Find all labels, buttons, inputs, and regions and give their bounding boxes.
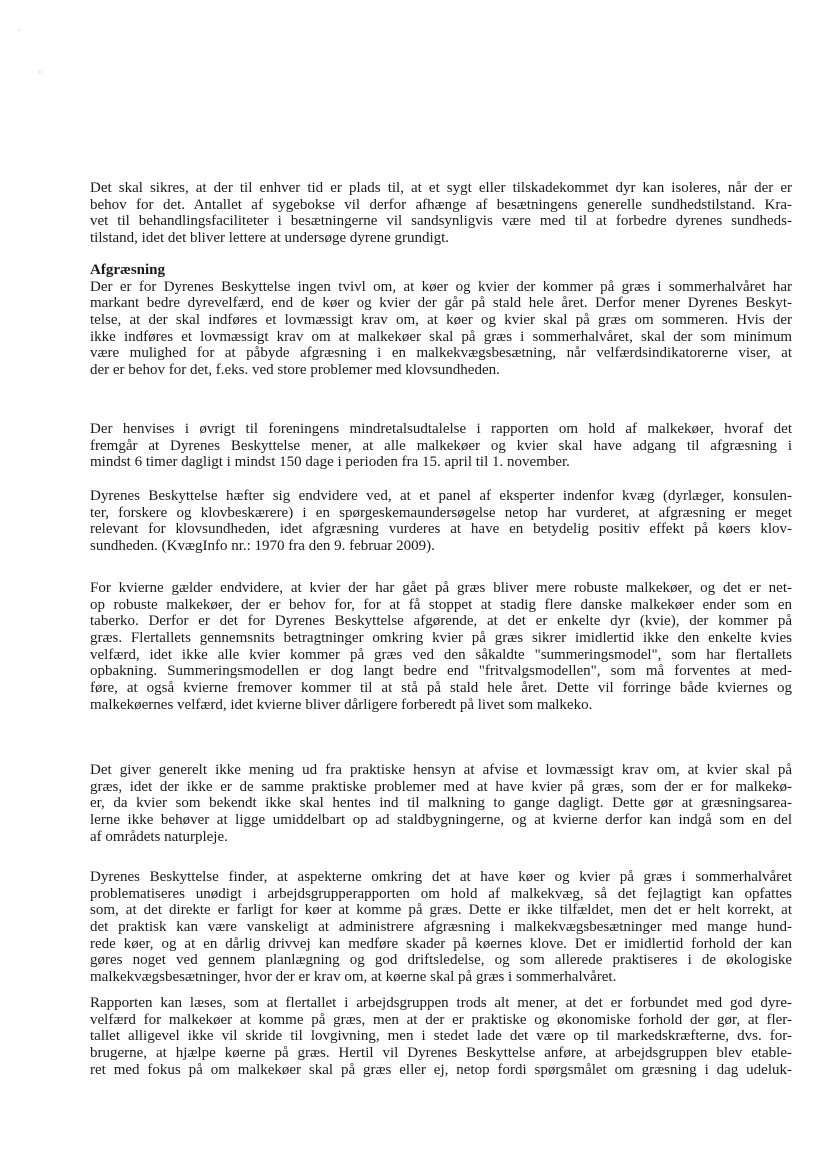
- text-line: fremgår at Dyrenes Beskyttelse mener, at alle malkekøer og kvier skal have adgang til afgræsning i: [90, 437, 792, 454]
- text-line: ter, forskere og klovbeskærere) i en spørgeskemaundersøgelse netop har vurderet, at afgræsning er meget: [90, 504, 792, 521]
- text-line: græs, idet der ikke er de samme praktiske problemer med at have kvier på græs, som der er for malkekø-: [90, 778, 792, 795]
- section-heading: Afgræsning: [90, 262, 166, 278]
- text-line: Der er for Dyrenes Beskyttelse ingen tvivl om, at køer og kvier der kommer på græs i sommerhalvåret har: [90, 278, 792, 295]
- text-line: velfærd for malkekøer at komme på græs, men at der er praktiske og økonomiske forhold der gør, at fler-: [90, 1011, 792, 1028]
- text-line: rede køer, og at en dårlig drivvej kan medføre skader på køernes klove. Det er imidlertid forhold der kan: [90, 935, 792, 952]
- text-line: er, da kvier som bekendt ikke skal hentes ind til malkning to gange dagligt. Dette gør at græsningsarea-: [90, 795, 792, 812]
- text-line: mindst 6 timer dagligt i mindst 150 dage i perioden fra 15. april til 1. november.: [90, 454, 570, 471]
- paragraph: [90, 995, 792, 1078]
- text-line: behov for det. Antallet af sygebokse vil derfor afhænge af besætningens generelle sundhedstilstand. Kra-: [90, 196, 792, 213]
- text-line: græs. Flertallets gennemsnits betragtninger omkring kvier på græs sikrer imidlertid ikke den enkelte kvies: [90, 630, 792, 647]
- paragraph: [90, 488, 792, 555]
- paragraph: [90, 762, 792, 845]
- text-line: Det skal sikres, at der til enhver tid er plads til, at et sygt eller tilskadekommet dyr kan isoleres, når der er: [90, 180, 792, 196]
- text-line: relevant for klovsundheden, idet afgræsning vurderes at have en betydelig positiv effekt på køers klov-: [90, 521, 792, 538]
- text-line: problematiseres unødigt i arbejdsgrupperapporten om hold af malkekvæg, så det fejlagtigt kan opfattes: [90, 885, 792, 902]
- text-line: sundheden. (KvægInfo nr.: 1970 fra den 9. februar 2009).: [90, 538, 435, 555]
- text-line: af områdets naturpleje.: [90, 828, 228, 845]
- text-line: Det giver generelt ikke mening ud fra praktiske hensyn at afvise et lovmæssigt krav om, at kvier skal på: [90, 762, 792, 778]
- text-line: være mulighed for at påbyde afgræsning i en malkekvægsbesætning, når velfærdsindikatorerne viser, at: [90, 345, 792, 362]
- text-line: malkekøernes velfærd, idet kvierne bliver dårligere forberedt på livet som malkeko.: [90, 696, 593, 713]
- text-line: det praktisk kan være vanskeligt at administrere afgræsning i malkekvægsbesætninger med mange hund-: [90, 919, 792, 936]
- text-line: malkekvægsbesætninger, hvor der er krav om, at køerne skal på græs i sommerhalvåret.: [90, 969, 617, 986]
- text-line: vet til behandlingsfaciliteter i besætningerne vil sandsynligvis være med til at forbedre dyrenes sundheds-: [90, 213, 792, 230]
- paragraph: [90, 869, 792, 986]
- text-line: Dyrenes Beskyttelse hæfter sig endvidere ved, at et panel af eksperter indenfor kvæg (dyrlæger, konsulen-: [90, 488, 792, 504]
- text-line: Dyrenes Beskyttelse finder, at aspekterne omkring det at have køer og kvier på græs i sommerhalvåret: [90, 869, 792, 885]
- text-line: velfærd, idet ikke alle kvier kommer på græs ved den såkaldte "summeringsmodel", som har flertallets: [90, 646, 792, 663]
- text-line: ret med fokus på om malkekøer skal på græs eller ej, netop fordi spørgsmålet om græsning i dag udeluk-: [90, 1061, 792, 1078]
- text-line: markant bedre dyrevelfærd, end de køer og kvier der går på stald hele året. Derfor mener Dyrenes Beskyt-: [90, 295, 792, 312]
- scan-speck: ··: [38, 68, 44, 77]
- text-line: opbakning. Summeringsmodellen er dog langt bedre end "fritvalgsmodellen", som må forventes at med-: [90, 663, 792, 680]
- text-line: lerne ikke behøver at ligge umiddelbart op ad staldbygningerne, og at kvierne derfor kan indgå som en del: [90, 812, 792, 829]
- paragraph: [90, 180, 792, 247]
- paragraph: [90, 580, 792, 714]
- text-line: gøres noget ved gennem planlægning og god driftsledelse, og som allerede praktiseres i de økologiske: [90, 952, 792, 969]
- text-line: For kvierne gælder endvidere, at kvier der har gået på græs bliver mere robuste malkekøer, og det er net-: [90, 580, 792, 596]
- text-line: tallet alligevel ikke vil skride til lovgivning, men i stedet lade det være op til markedskræfterne, dvs. for-: [90, 1028, 792, 1045]
- paragraph: [90, 421, 792, 471]
- text-line: ikke indføres et lovmæssigt krav om at malkekøer skal på græs i sommerhalvåret, skal der som minimum: [90, 328, 792, 345]
- text-line: taberko. Derfor er det for Dyrenes Beskyttelse afgørende, at det er enkelte dyr (kvie), der kommer på: [90, 613, 792, 630]
- text-line: brugerne, at hjælpe køerne på græs. Hertil vil Dyrenes Beskyttelse anføre, at arbejdsgruppen blev etable-: [90, 1045, 792, 1062]
- text-line: Rapporten kan læses, som at flertallet i arbejdsgruppen trods alt mener, at det er forbundet med god dyre-: [90, 995, 792, 1011]
- scan-speck: ˏ: [18, 22, 21, 31]
- text-line: telse, at der skal indføres et lovmæssigt krav om, at køer og kvier skal på græs om sommeren. Hvis der: [90, 312, 792, 329]
- text-line: tilstand, idet det bliver lettere at undersøge dyrene grundigt.: [90, 230, 450, 247]
- paragraph: [90, 262, 792, 379]
- text-line: op robuste malkekøer, der er behov for, for at få stoppet at stadig flere danske malkekøer ender som en: [90, 596, 792, 613]
- text-line: Der henvises i øvrigt til foreningens mindretalsudtalelse i rapporten om hold af malkekøer, hvoraf det: [90, 421, 792, 437]
- text-line: føre, at også kvierne fremover kommer til at stå på stald hele året. Dette vil forringe både kviernes og: [90, 680, 792, 697]
- text-line: som, at det direkte er farligt for køer at komme på græs. Dette er ikke tilfældet, men det er helt korrekt, at: [90, 902, 792, 919]
- text-line: der er behov for det, f.eks. ved store problemer med klovsundheden.: [90, 362, 500, 379]
